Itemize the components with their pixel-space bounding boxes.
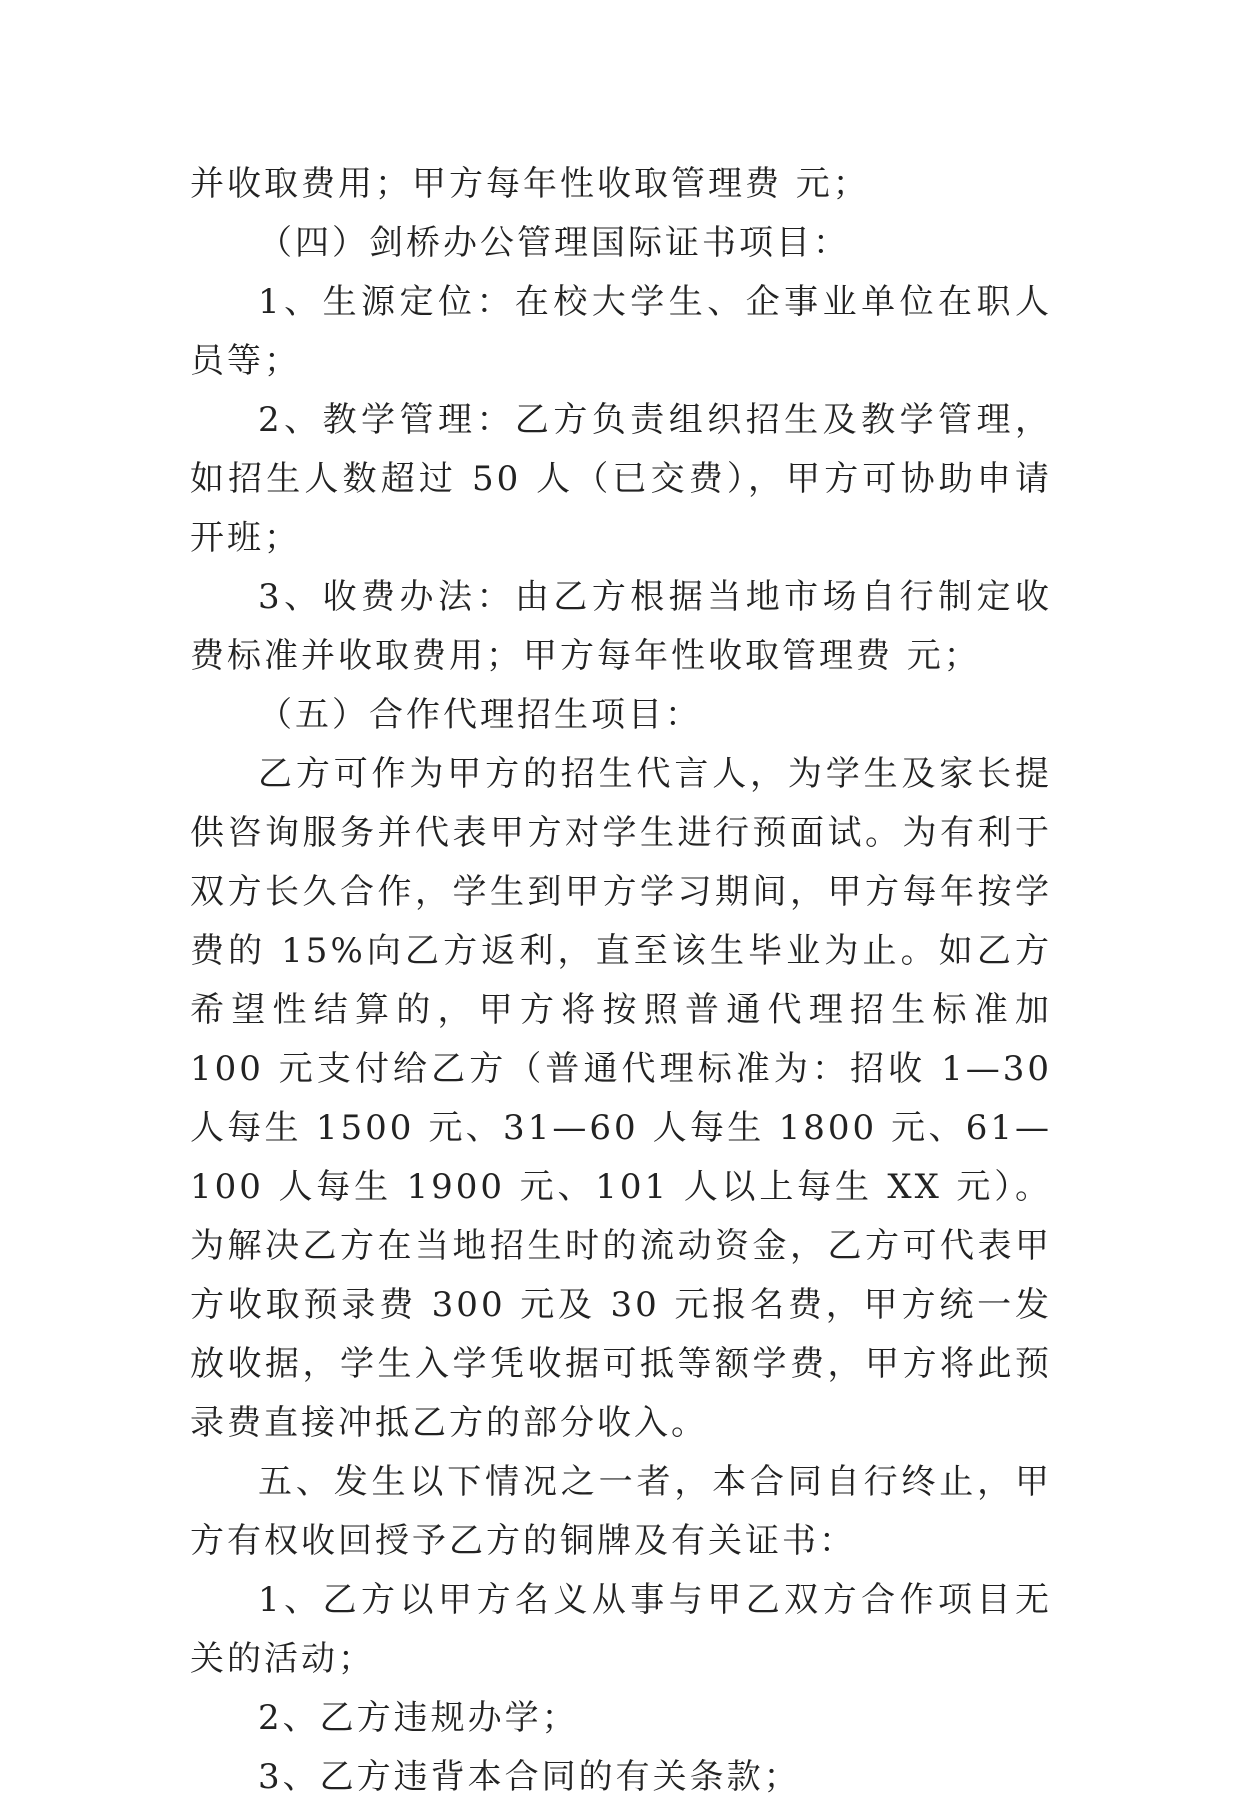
paragraph-10: 2、乙方违规办学； — [258, 1698, 579, 1738]
paragraph-5: 3、收费办法：由乙方根据当地市场自行制定收费标准并收取费用；甲方每年性收取管理费 元； — [190, 577, 1052, 676]
document-body — [190, 155, 1052, 1807]
paragraph-7: 乙方可作为甲方的招生代言人，为学生及家长提供咨询服务并代表甲方对学生进行预面试。为有利于双方长久合作，学生到甲方学习期间，甲方每年按学费的 15%向乙方返利，直至该生毕业为止。如乙方希望性结算的，甲方将按照普通代理招生标准加 100 元支付给乙方（普通代理标准为：招收 1—30 人每生 1500 元、31—60 人每生 1800 元、61—100 人每生 1900 元、101 人以上每生 XX 元）。为解决乙方在当地招生时的流动资金，乙方可代表甲方收取预录费 300 元及 30 元报名费，甲方统一发放收据，学生入学凭收据可抵等额学费，甲方将此预录费直接冲抵乙方的部分收入。 — [190, 754, 1052, 1443]
paragraph-3: 1、生源定位：在校大学生、企事业单位在职人员等； — [190, 282, 1052, 381]
paragraph-8: 五、发生以下情况之一者，本合同自行终止，甲方有权收回授予乙方的铜牌及有关证书： — [190, 1462, 1052, 1561]
paragraph-11: 3、乙方违背本合同的有关条款； — [258, 1757, 801, 1797]
paragraph-6: （五）合作代理招生项目： — [258, 695, 702, 735]
paragraph-9: 1、乙方以甲方名义从事与甲乙双方合作项目无关的活动； — [190, 1580, 1052, 1679]
paragraph-1: 并收取费用；甲方每年性收取管理费 元； — [190, 164, 870, 204]
paragraph-4: 2、教学管理：乙方负责组织招生及教学管理，如招生人数超过 50 人（已交费），甲方可协助申请开班； — [190, 400, 1052, 558]
paragraph-2: （四）剑桥办公管理国际证书项目： — [258, 223, 850, 263]
